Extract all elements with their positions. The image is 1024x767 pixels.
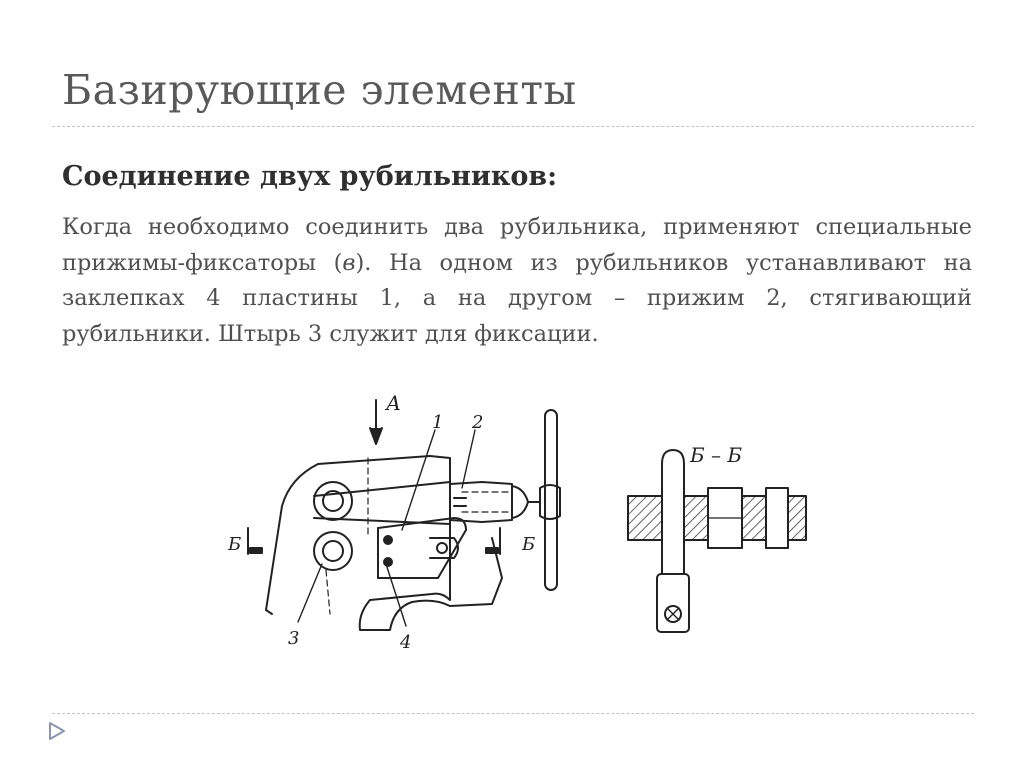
paragraph-text-part-1: Когда необходимо соединить два рубильника, применяют специальные прижимы-фиксаторы ( bbox=[62, 214, 972, 276]
footer-divider bbox=[52, 713, 974, 714]
title-divider bbox=[52, 126, 974, 127]
triangle-right-icon[interactable] bbox=[46, 720, 68, 742]
label-callout-3: 3 bbox=[288, 628, 300, 649]
body-paragraph bbox=[62, 210, 972, 352]
label-callout-4: 4 bbox=[400, 632, 412, 653]
slide-title: Базирующие элементы bbox=[62, 66, 577, 114]
paragraph-italic-ref: в bbox=[342, 249, 356, 276]
label-callout-2: 2 bbox=[472, 412, 484, 433]
label-arrow-a: А bbox=[386, 391, 402, 415]
label-section-title: Б – Б bbox=[690, 443, 743, 467]
label-section-right: Б bbox=[522, 534, 536, 555]
label-callout-1: 1 bbox=[432, 412, 444, 433]
paragraph-text-part-2: ). На одном из рубильников устанавливают на заклепках 4 пластины 1, а на другом – прижим 2, стягивающий рубильники. Штырь 3 служит для фиксации. bbox=[62, 249, 972, 347]
slide-subtitle: Соединение двух рубильников: bbox=[62, 161, 558, 192]
label-section-left: Б bbox=[228, 534, 242, 555]
drawing-section-view bbox=[628, 443, 806, 632]
drawing-main-view bbox=[227, 391, 560, 653]
mechanism-drawing bbox=[210, 378, 820, 660]
